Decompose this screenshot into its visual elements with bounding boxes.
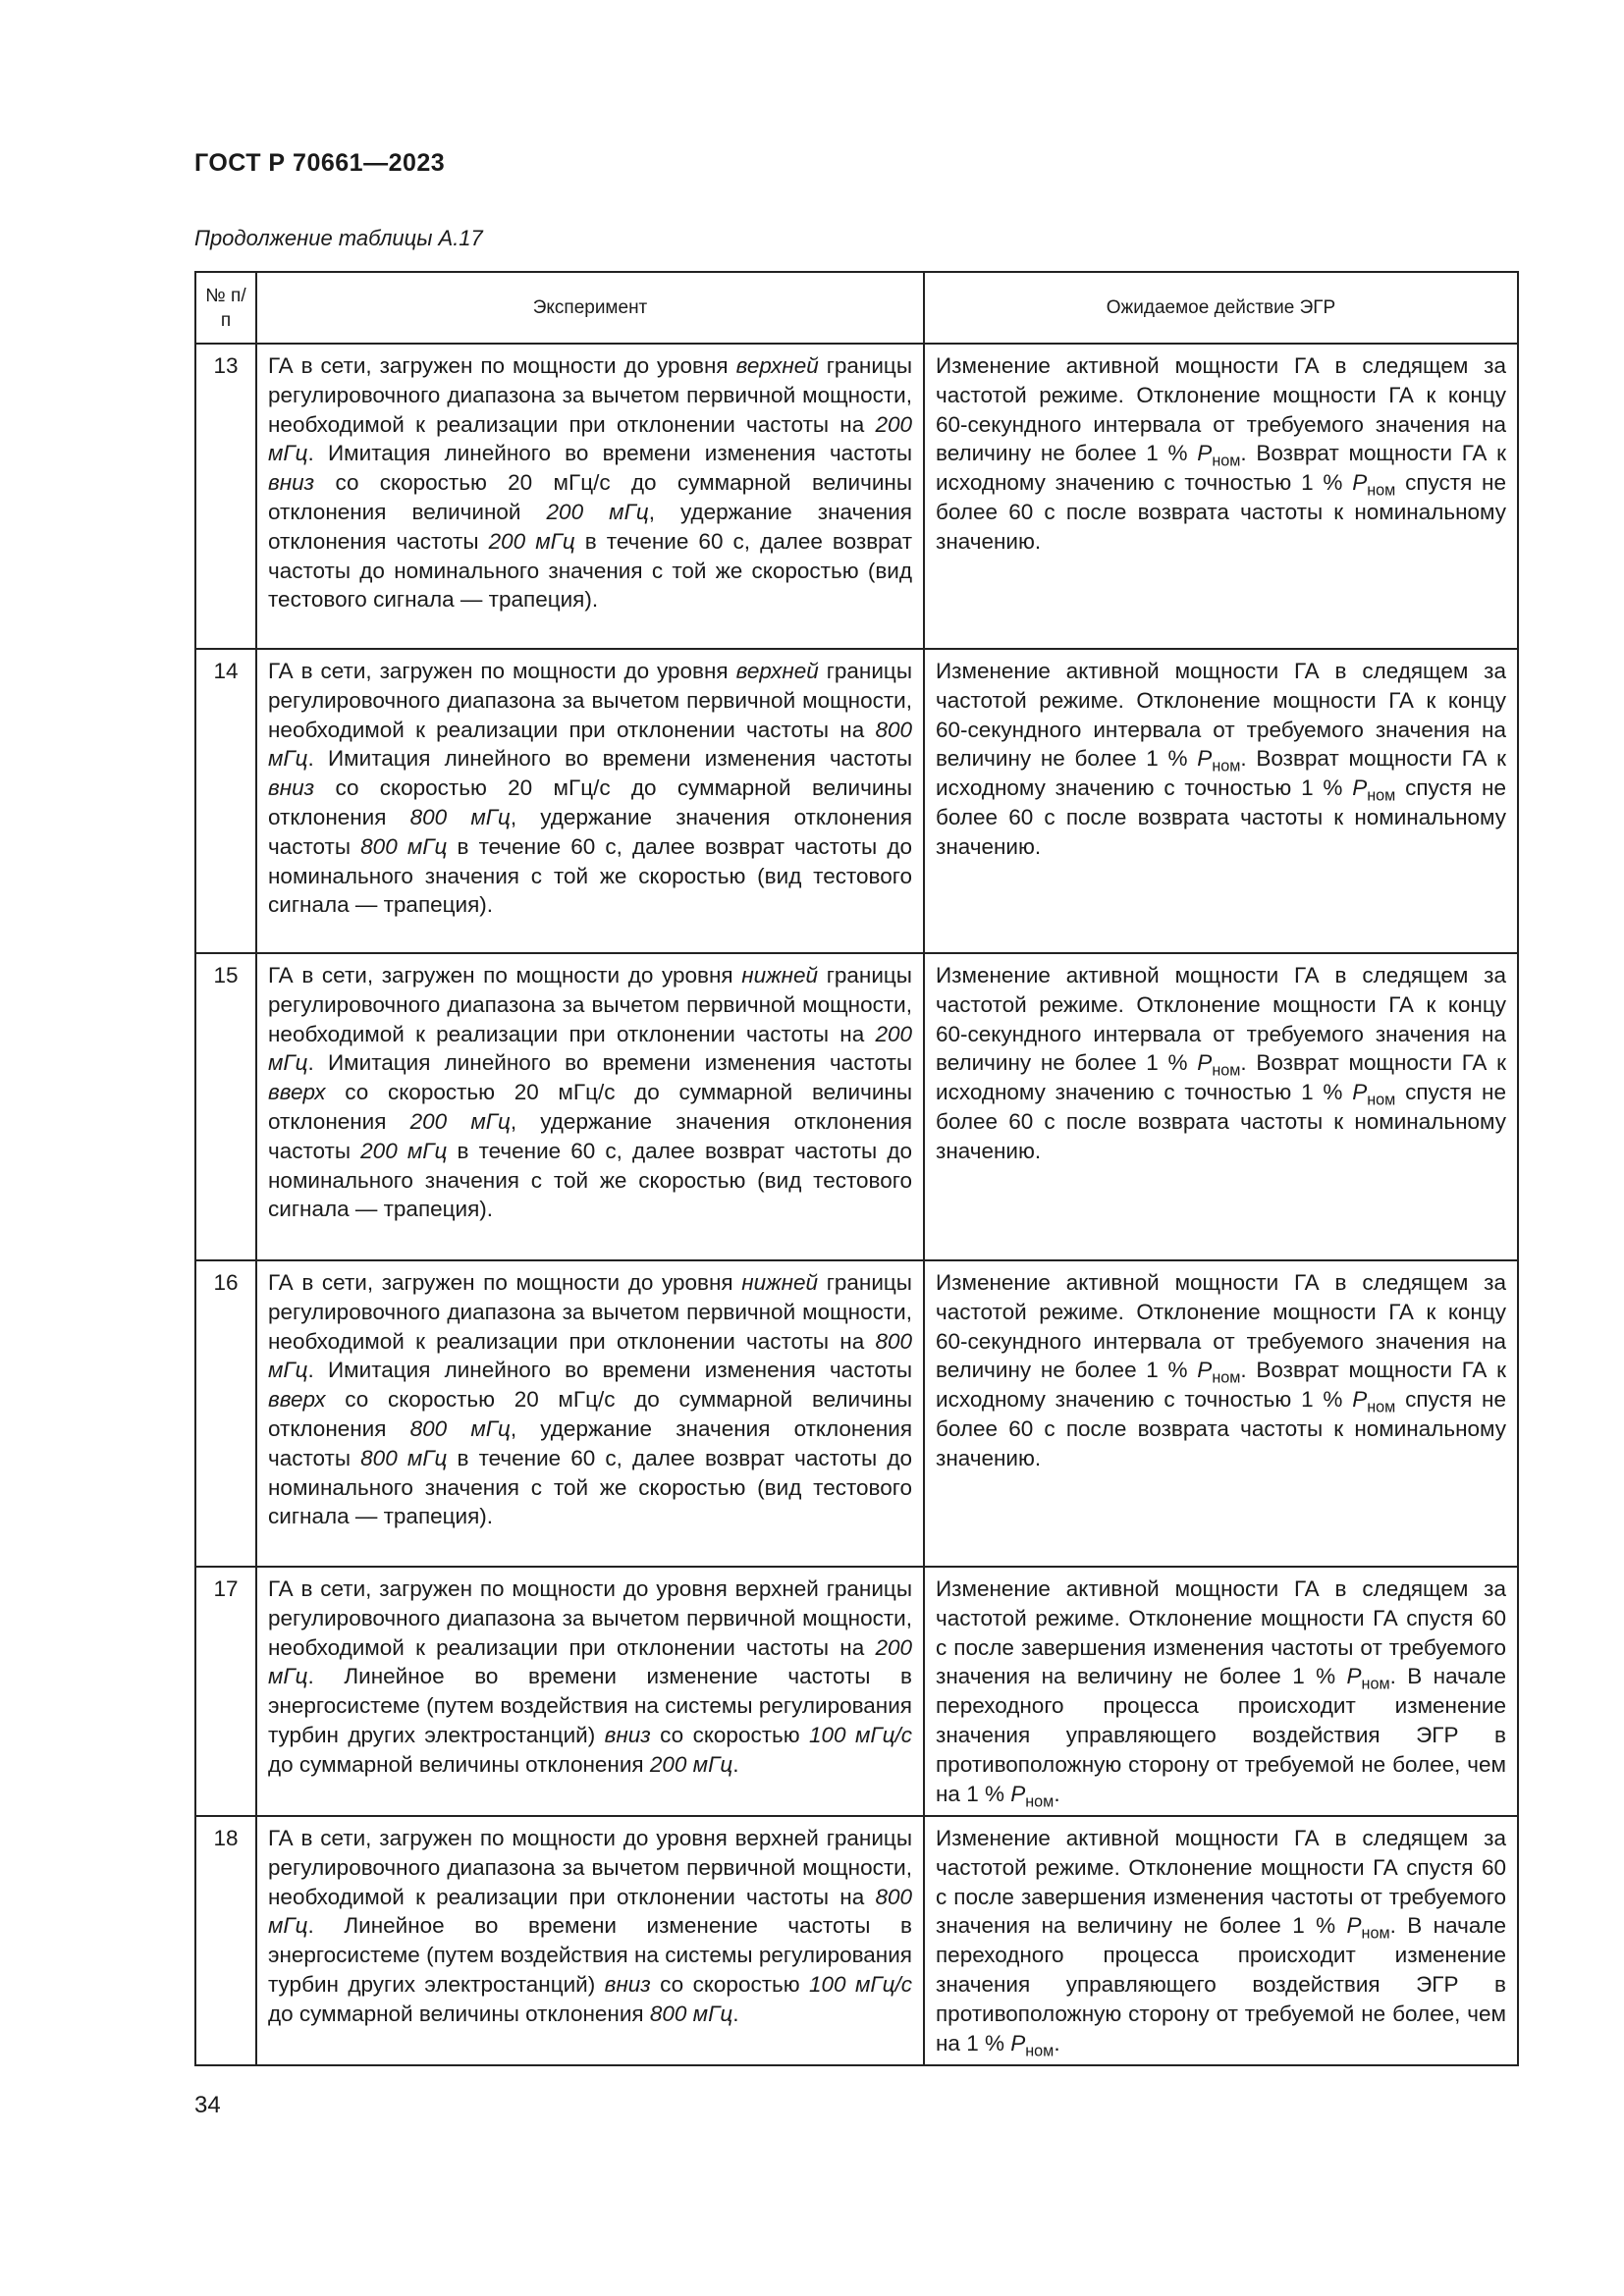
text-run: ГА в сети, загружен по мощности до уровня верхней границы регулировочного диапазона за вычетом первичной мощности, необходимой к реализации при отклонении частоты на (268, 1576, 912, 1660)
italic-text: вверх (268, 1080, 326, 1105)
text-run: ГА в сети, загружен по мощности до уровня (268, 963, 742, 988)
text-run: Изменение активной мощности ГА в следящем за частотой режиме. Отклонение мощности ГА к концу 60-секундного интервала от требуемого значения на величину не более 1 % (936, 1270, 1506, 1383)
italic-text: P (1352, 1080, 1368, 1105)
subscript: ном (1367, 1398, 1396, 1416)
row-action (924, 1816, 1518, 2065)
italic-text: вниз (268, 470, 315, 496)
header-action: Ожидаемое действие ЭГР (924, 272, 1518, 344)
text-run: . (732, 2001, 739, 2026)
italic-text: 200 мГц (546, 499, 649, 524)
italic-text: P (1197, 746, 1213, 772)
text-run: Изменение активной мощности ГА в следящем за частотой режиме. Отклонение мощности ГА к концу 60-секундного интервала от требуемого значения на величину не более 1 % (936, 659, 1506, 772)
text-run: спустя не более 60 с после возврата частоты к номинальному значению. (936, 470, 1506, 554)
subscript: ном (1212, 453, 1241, 471)
italic-text: 200 мГц (649, 1751, 733, 1777)
text-run: спустя не более 60 с после возврата частоты к номинальному значению. (936, 1387, 1506, 1470)
row-number: 16 (195, 1260, 256, 1567)
subscript: ном (1367, 1091, 1396, 1109)
row-experiment (256, 1816, 924, 2065)
text-run: в течение 60 с, далее возврат частоты до номинального значения с той же скоростью (вид тестового сигнала — трапеция). (268, 528, 912, 613)
text-run: . (1054, 2030, 1060, 2056)
text-run: со скоростью 20 мГц/с до суммарной величины отклонения (268, 1387, 912, 1441)
text-run: ГА в сети, загружен по мощности до уровня верхней границы регулировочного диапазона за вычетом первичной мощности, необходимой к реализации при отклонении частоты на (268, 1826, 912, 1909)
italic-text: 100 мГц/с (809, 1722, 912, 1747)
italic-text: 200 мГц (409, 1108, 511, 1134)
italic-text: P (1352, 470, 1368, 496)
row-number: 18 (195, 1816, 256, 2065)
italic-text: 200 мГц (268, 1634, 912, 1689)
italic-text: 200 мГц (268, 411, 912, 466)
italic-text: 800 мГц (649, 2001, 733, 2026)
text-run: . Возврат мощности ГА к исходному значению с точностью 1 % (936, 441, 1507, 496)
italic-text: нижней (741, 963, 819, 988)
text-run: со скоростью 20 мГц/с до суммарной величины отклонения (268, 1080, 912, 1134)
table-row (195, 344, 1518, 649)
subscript: ном (1212, 1369, 1241, 1388)
italic-text: 800 мГц (360, 1445, 448, 1470)
text-run: . Возврат мощности ГА к исходному значению с точностью 1 % (936, 746, 1507, 801)
row-action (924, 344, 1518, 649)
page-number: 34 (194, 2092, 221, 2118)
italic-text: P (1346, 1913, 1362, 1939)
italic-text: вниз (604, 1722, 651, 1747)
table-caption: Продолжение таблицы А.17 (194, 226, 483, 250)
row-number: 15 (195, 953, 256, 1260)
text-run: . Имитация линейного во времени изменения частоты (307, 441, 912, 466)
italic-text: 200 мГц (360, 1138, 448, 1163)
italic-text: 800 мГц (409, 804, 511, 829)
italic-text: P (1197, 441, 1213, 466)
subscript: ном (1361, 1676, 1390, 1694)
text-run: со скоростью 20 мГц/с до суммарной величины отклонения (268, 775, 912, 829)
row-action (924, 649, 1518, 953)
italic-text: P (1352, 775, 1368, 801)
italic-text: вниз (604, 1971, 651, 1997)
subscript: ном (1361, 1925, 1390, 1944)
table-row (195, 953, 1518, 1260)
text-run: . Имитация линейного во времени изменения частоты (307, 1050, 912, 1076)
italic-text: вверх (268, 1387, 326, 1413)
text-run: . Имитация линейного во времени изменения частоты (307, 746, 912, 772)
row-experiment (256, 1260, 924, 1567)
italic-text: нижней (741, 1270, 819, 1295)
italic-text: 800 мГц (268, 1328, 912, 1383)
italic-text: 800 мГц (268, 1884, 912, 1939)
row-number: 17 (195, 1567, 256, 1816)
text-run: . Возврат мощности ГА к исходному значению с точностью 1 % (936, 1358, 1507, 1413)
text-run: , удержание значения отклонения частоты (268, 804, 913, 859)
text-run: . В начале переходного процесса происходит изменение значения управляющего воздействия ЭГР в противоположную сторону от требуемой не более, чем на 1 % (936, 1664, 1506, 1806)
text-run: . Возврат мощности ГА к исходному значению с точностью 1 % (936, 1050, 1507, 1105)
subscript: ном (1367, 786, 1396, 805)
subscript: ном (1367, 481, 1396, 500)
table-row (195, 1567, 1518, 1816)
text-run: Изменение активной мощности ГА в следящем за частотой режиме. Отклонение мощности ГА к концу 60-секундного интервала от требуемого значения на величину не более 1 % (936, 963, 1506, 1076)
row-action (924, 953, 1518, 1260)
italic-text: 800 мГц (360, 833, 448, 859)
text-run: ГА в сети, загружен по мощности до уровня (268, 353, 736, 378)
text-run: в течение 60 с, далее возврат частоты до номинального значения с той же скоростью (вид тестового сигнала — трапеция). (268, 1138, 912, 1222)
italic-text: 800 мГц (409, 1415, 511, 1441)
subscript: ном (1212, 758, 1241, 776)
text-run: ГА в сети, загружен по мощности до уровня (268, 1270, 742, 1295)
subscript: ном (1025, 1792, 1055, 1811)
text-run: Изменение активной мощности ГА в следящем за частотой режиме. Отклонение мощности ГА спустя 60 с после завершения изменения частоты от требуемого значения на величину не более 1 % (936, 1826, 1506, 1939)
italic-text: P (1010, 1781, 1026, 1806)
italic-text: 200 мГц (268, 1021, 912, 1076)
row-action (924, 1260, 1518, 1567)
text-run: границы регулировочного диапазона за вычетом первичной мощности, необходимой к реализации при отклонении частоты на (268, 1270, 912, 1354)
italic-text: 100 мГц/с (809, 1971, 912, 1997)
subscript: ном (1212, 1062, 1241, 1081)
row-experiment (256, 649, 924, 953)
row-action (924, 1567, 1518, 1816)
italic-text: верхней (735, 659, 819, 683)
text-run: в течение 60 с, далее возврат частоты до номинального значения с той же скоростью (вид тестового сигнала — трапеция). (268, 833, 912, 918)
italic-text: P (1197, 1358, 1213, 1383)
table-row (195, 1260, 1518, 1567)
text-run: границы регулировочного диапазона за вычетом первичной мощности, необходимой к реализации при отклонении частоты на (268, 659, 912, 742)
italic-text: 200 мГц (488, 528, 575, 554)
italic-text: верхней (735, 353, 819, 378)
row-experiment (256, 953, 924, 1260)
text-run: . Линейное во времени изменение частоты в энергосистеме (путем воздействия на системы регулирования турбин других электростанций) (268, 1913, 912, 1997)
text-run: Изменение активной мощности ГА в следящем за частотой режиме. Отклонение мощности ГА спустя 60 с после завершения изменения частоты от требуемого значения на величину не более 1 % (936, 1576, 1506, 1689)
row-number: 14 (195, 649, 256, 953)
text-run: . В начале переходного процесса происходит изменение значения управляющего воздействия ЭГР в противоположную сторону от требуемой не более, чем на 1 % (936, 1913, 1506, 2056)
italic-text: P (1352, 1387, 1368, 1413)
document-title: ГОСТ Р 70661—2023 (194, 149, 446, 177)
text-run: в течение 60 с, далее возврат частоты до номинального значения с той же скоростью (вид тестового сигнала — трапеция). (268, 1445, 912, 1529)
text-run: спустя не более 60 с после возврата частоты к номинальному значению. (936, 775, 1506, 859)
text-run: границы регулировочного диапазона за вычетом первичной мощности, необходимой к реализации при отклонении частоты на (268, 963, 912, 1046)
italic-text: P (1346, 1664, 1362, 1689)
text-run: со скоростью (650, 1971, 810, 1997)
text-run: . Линейное во времени изменение частоты в энергосистеме (путем воздействия на системы регулирования турбин других электростанций) (268, 1664, 912, 1747)
italic-text: вниз (268, 775, 315, 801)
text-run: до суммарной величины отклонения (268, 1751, 650, 1777)
text-run: со скоростью 20 мГц/с до суммарной величины отклонения величиной (268, 470, 912, 524)
row-experiment (256, 344, 924, 649)
row-number: 13 (195, 344, 256, 649)
table-row (195, 1816, 1518, 2065)
header-number: № п/п (195, 272, 256, 344)
text-run: до суммарной величины отклонения (268, 2001, 650, 2026)
table-row (195, 649, 1518, 953)
table-header-row (195, 272, 1518, 344)
text-run: , удержание значения отклонения частоты (268, 1108, 913, 1163)
text-run: со скоростью (650, 1722, 810, 1747)
subscript: ном (1025, 2042, 1055, 2060)
text-run: ГА в сети, загружен по мощности до уровня (268, 659, 736, 683)
text-run: . Имитация линейного во времени изменения частоты (307, 1358, 912, 1383)
italic-text: P (1197, 1050, 1213, 1076)
text-run: , удержание значения отклонения частоты (268, 499, 912, 554)
italic-text: 800 мГц (268, 717, 912, 772)
text-run: Изменение активной мощности ГА в следящем за частотой режиме. Отклонение мощности ГА к концу 60-секундного интервала от требуемого значения на величину не более 1 % (936, 353, 1506, 466)
text-run: . (1054, 1781, 1060, 1806)
text-run: . (732, 1751, 739, 1777)
text-run: , удержание значения отклонения частоты (268, 1415, 913, 1470)
text-run: спустя не более 60 с после возврата частоты к номинальному значению. (936, 1080, 1506, 1163)
header-experiment: Эксперимент (256, 272, 924, 344)
text-run: границы регулировочного диапазона за вычетом первичной мощности, необходимой к реализации при отклонении частоты на (268, 353, 912, 437)
italic-text: P (1010, 2030, 1026, 2056)
experiment-table (194, 271, 1519, 2066)
row-experiment (256, 1567, 924, 1816)
